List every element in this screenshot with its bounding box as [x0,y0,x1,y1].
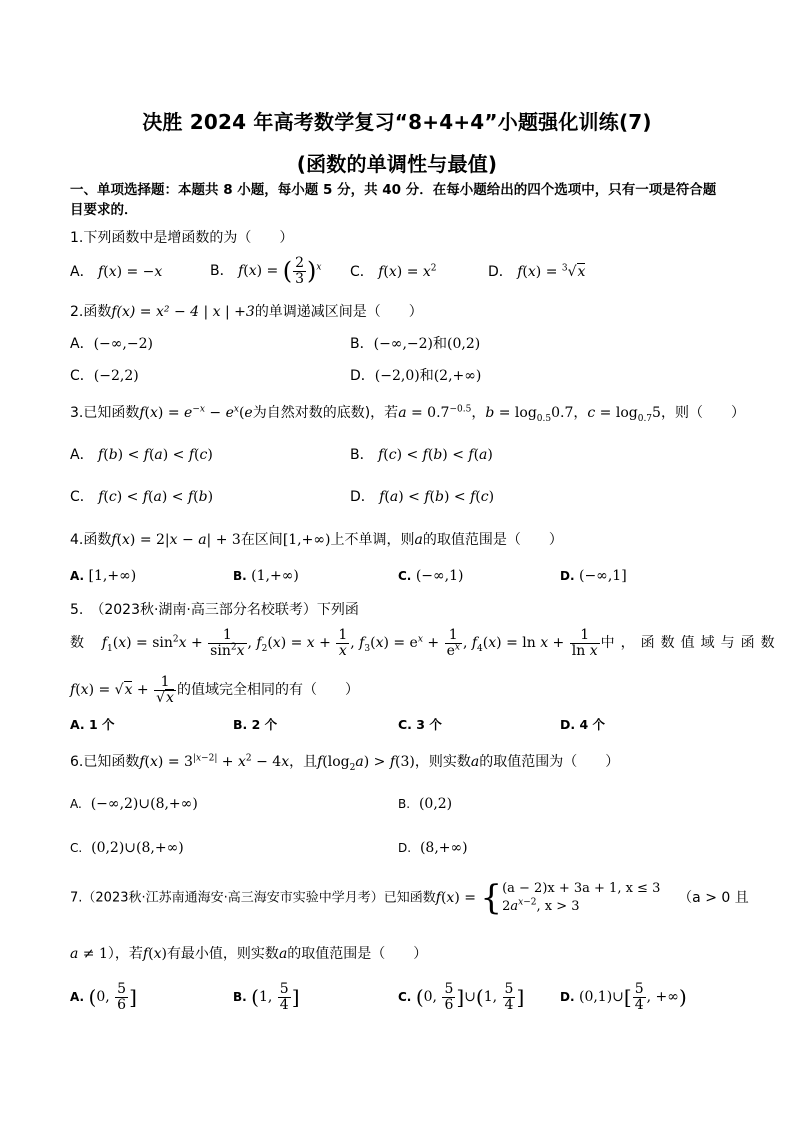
q6-option-d: D. (8,+∞) [398,840,468,856]
q5-option-d: D. 4 个 [560,717,606,732]
q1-option-c: C． $f(x) = x^2$ [350,263,437,280]
q6-option-a: A. (−∞,2)∪(8,+∞) [70,796,198,812]
q1-option-a: A． f(x) = −x [70,264,163,280]
q2-option-d: D．(−2,0)和(2,+∞) [350,368,482,384]
q1-option-d: D． f(x) = $^3$√x [488,263,586,280]
q5-stem-line1: 5. （2023秋·湖南·高三部分名校联考）下列函 [70,602,359,618]
q2-option-b: B．(−∞,−2)和(0,2) [350,336,481,352]
q5-option-a: A. 1 个 [70,717,115,732]
q3-option-b: B． f(c) < f(b) < f(a) [350,447,493,463]
q7-stem-line2: a ≠ 1），若f(x)有最小值，则实数a的取值范围是（ ） [70,946,428,962]
q6-option-b: B. (0,2) [398,796,453,812]
q5-stem-line2: 数 $f_1(x) = \sin^2x$ + $\frac{1}{\sin^2x}$ , $f_2(x) = x$ + $\frac{1}{x}$ , $f_3(x) = e^x$ + $\frac{1}{e^x}$ , $f_4(x) = \ln x$ + $\frac{1}{\text{ln x}}$ 中，函数值域与函数 [70,627,781,659]
q1-stem: 1.下列函数中是增函数的为（ ） [70,230,294,246]
q2-option-a: A．(−∞,−2) [70,336,153,352]
page-subtitle: (函数的单调性与最值) [296,152,498,176]
q5-option-c: C. 3 个 [398,717,442,732]
q3-stem: 3.已知函数$f(x) = e^{-x} - e^x(e$为自然对数的底数)，若$a = 0.7^{-0.5}$，$b = \log_{0.5}0.7$，$c = \log_{0.7}5$，则（ ） [70,404,745,424]
q4-option-c: C. (−∞,1) [398,568,464,584]
q6-option-c: C. (0,2)∪(8,+∞) [70,840,184,856]
q7-stem-line1: 7.（2023秋·江苏南通海安·高三海安市实验中学月考）已知函数f(x) = {(a − 2)x + 3a + 1, x ≤ 3 $2a^{x-2}$, x > 3 （a > 0 且 [70,878,749,919]
q3-option-a: A． f(b) < f(a) < f(c) [70,447,213,463]
q4-option-b: B. (1,+∞) [233,568,299,584]
q4-stem: 4.函数f(x) = 2|x − a| + 3在区间[1,+∞)上不单调，则a的取值范围是（ ） [70,532,563,548]
q7-option-a: A. (0, $\frac{5}{6}$ ] [70,981,137,1013]
section-heading-line2: 目要求的． [70,202,138,218]
q3-option-c: C． f(c) < f(a) < f(b) [70,489,214,505]
q6-stem: 6.已知函数$f(x) = 3^{|x-2|} + x^2 - 4x$，且$f(\log_2a) > f(3)$，则实数a的取值范围为（ ） [70,753,620,773]
q7-option-b: B. (1, $\frac{5}{4}$ ] [233,981,300,1013]
q4-option-a: A. [1,+∞) [70,568,137,584]
q7-option-c: C. (0, $\frac{5}{6}$ ]∪(1, $\frac{5}{4}$ ] [398,981,525,1013]
q7-option-d: D. (0,1)∪[ $\frac{5}{4}$ , +∞) [560,981,687,1013]
page-title: 决胜 2024 年高考数学复习“8+4+4”小题强化训练(7) [142,110,652,134]
q5-stem-line3: f(x) = √x + $\frac{1}{√x}$ 的值域完全相同的有（ ） [70,674,359,706]
q2-stem: 2.函数f(x) = x² − 4 | x | +3的单调递减区间是（ ） [70,304,423,320]
q1-option-b: B． f(x) = ( $\frac{2}{3}$ )$^x$ [210,255,322,287]
q3-option-d: D． f(a) < f(b) < f(c) [350,489,495,505]
q4-option-d: D. (−∞,1] [560,568,627,584]
q5-option-b: B. 2 个 [233,717,278,732]
q2-option-c: C．(−2,2) [70,368,139,384]
section-heading-line1: 一、单项选择题：本题共 8 小题，每小题 5 分，共 40 分．在每小题给出的四个选项中，只有一项是符合题 [70,182,717,198]
